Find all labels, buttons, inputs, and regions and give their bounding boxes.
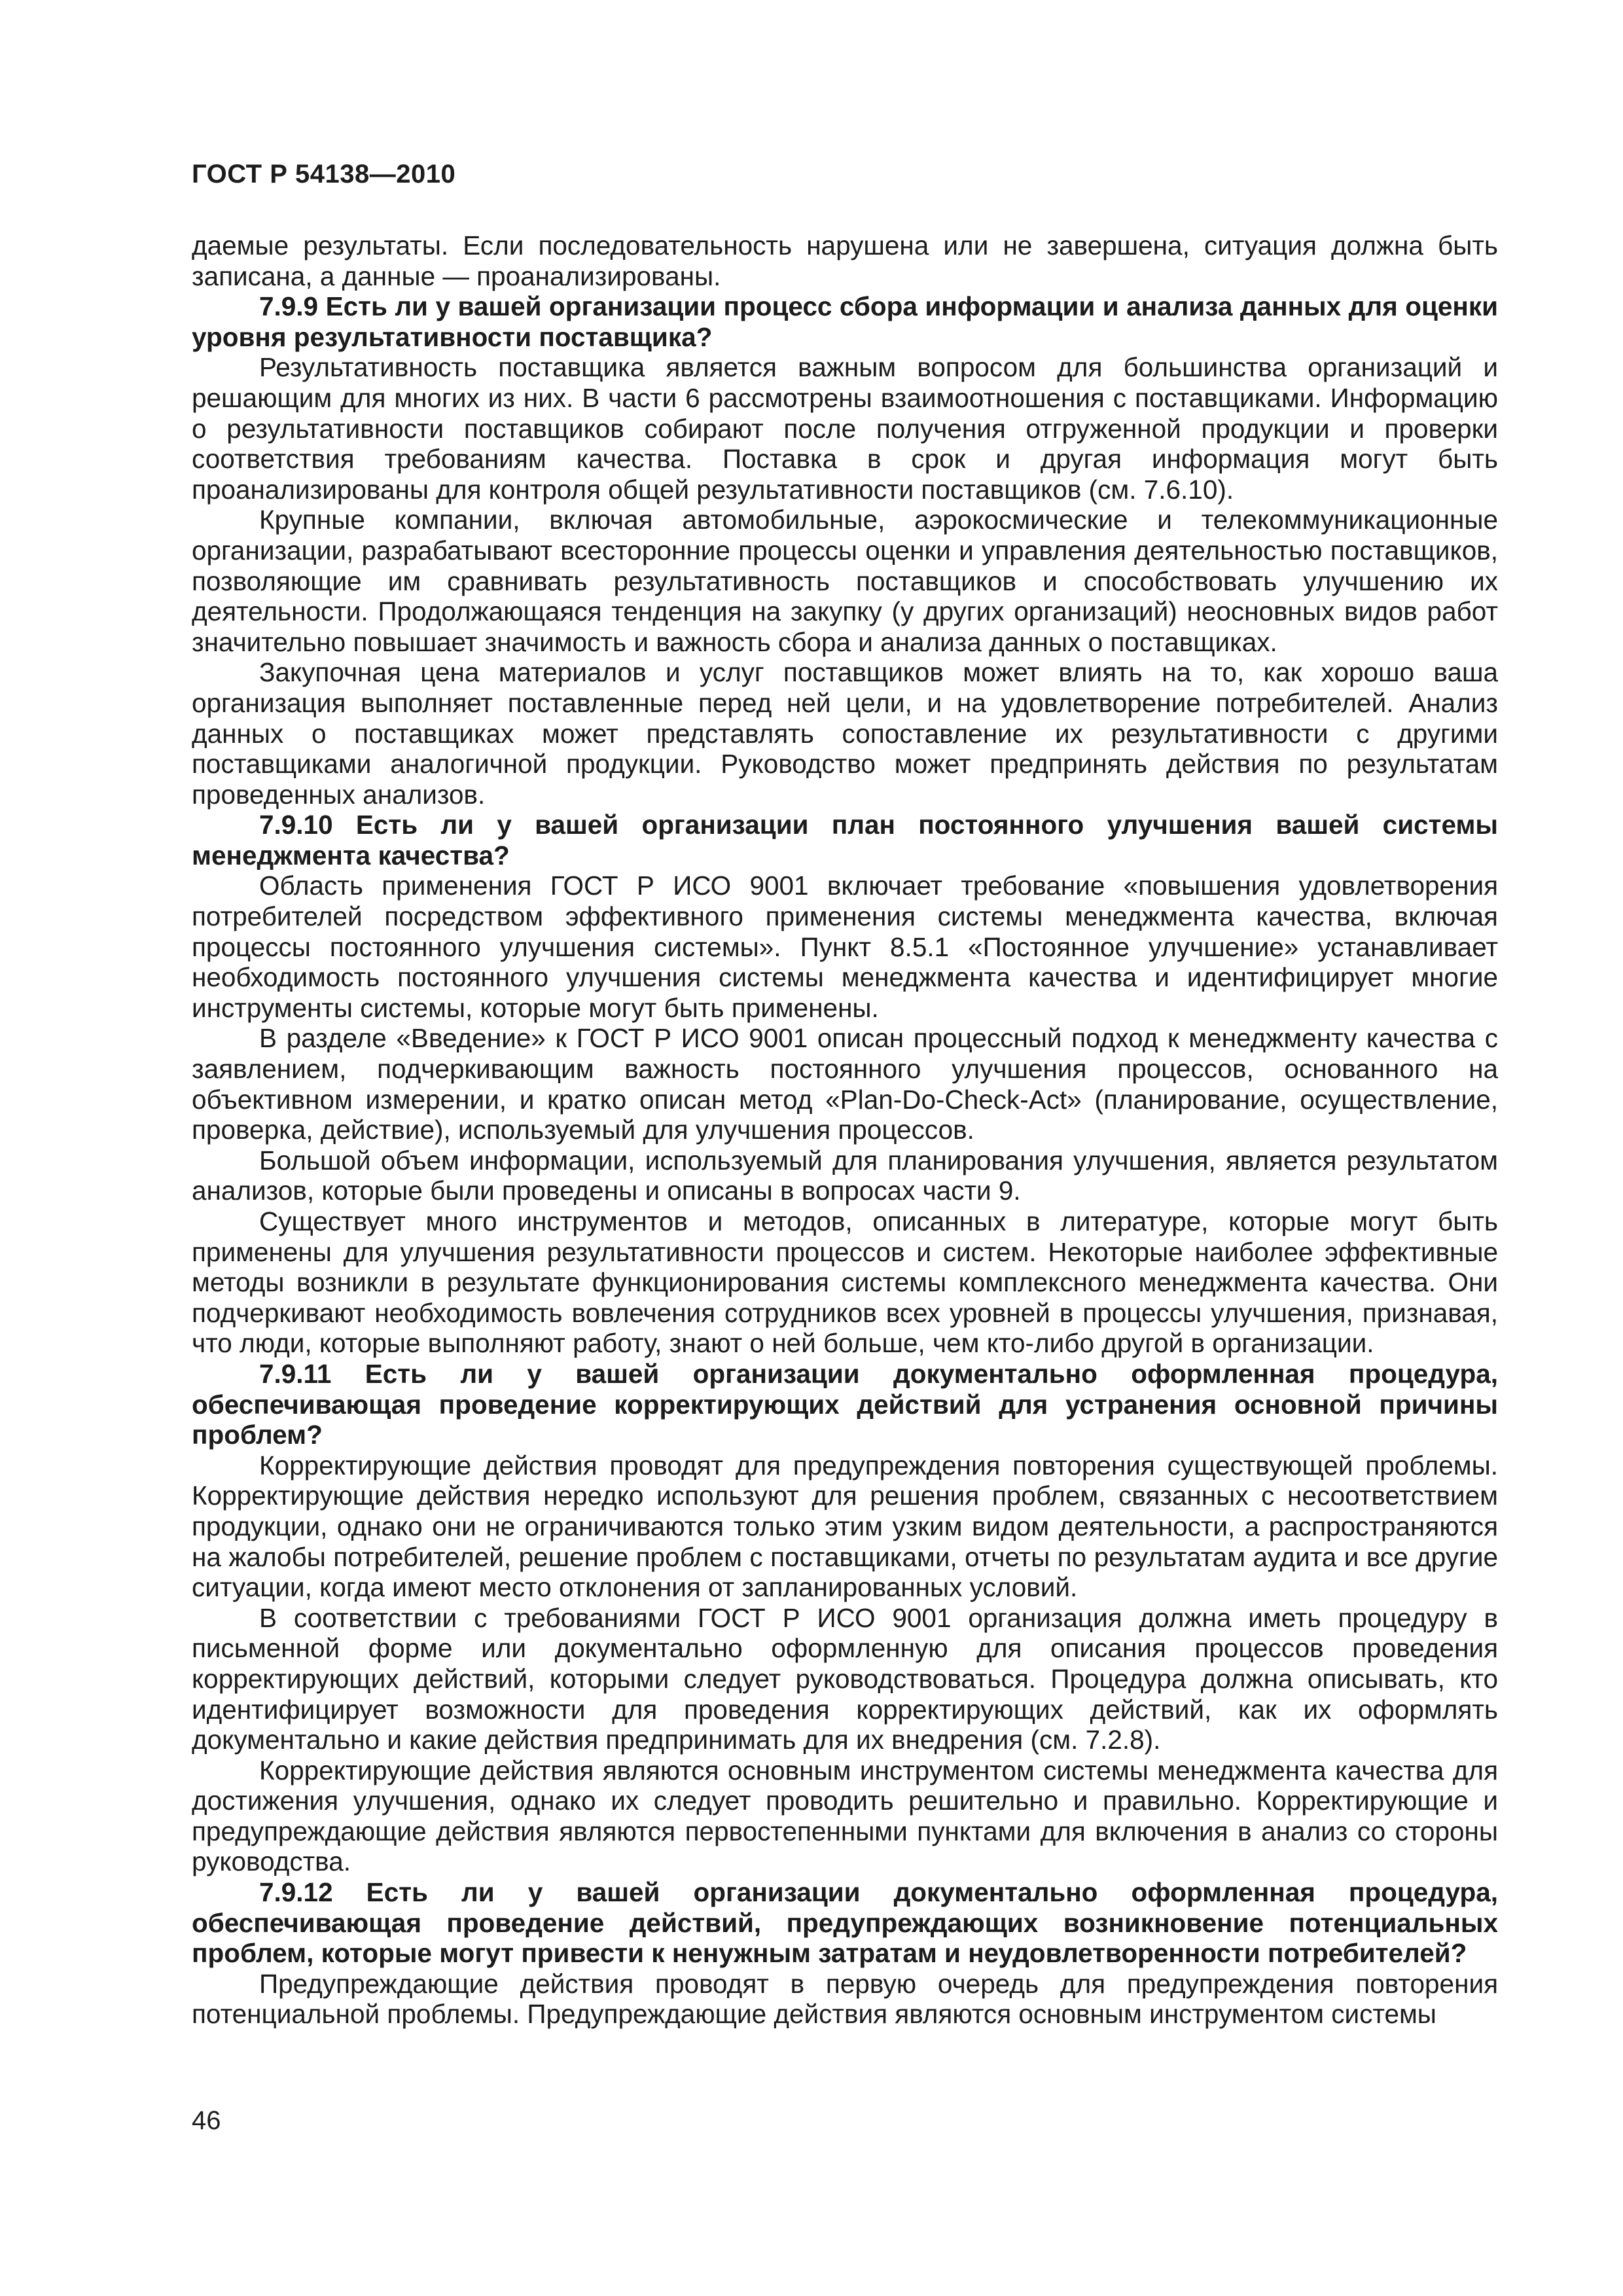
paragraph: Корректирующие действия проводят для предупреждения повторения существующей проблемы. Корректирующие действия нередко используют для решения проблем, связанных с несоответствием продукции, однако они не ограничиваются только этим узким видом деятельности, а распространяются на жалобы потребителей, решение проблем с поставщиками, отчеты по результатам аудита и все другие ситуации, когда имеют место отклонения от запланированных условий.: [192, 1450, 1498, 1603]
paragraph: Закупочная цена материалов и услуг поставщиков может влиять на то, как хорошо ваша организация выполняет поставленные перед ней цели, и на удовлетворение потребителей. Анализ данных о поставщиках может представлять сопоставление их результативности с другими поставщиками аналогичной продукции. Руководство может предпринять действия по результатам проведенных анализов.: [192, 657, 1498, 810]
document-header: ГОСТ Р 54138—2010: [192, 160, 456, 188]
paragraph: Большой объем информации, используемый для планирования улучшения, является результатом анализов, которые были проведены и описаны в вопросах части 9.: [192, 1145, 1498, 1206]
paragraph: Существует много инструментов и методов, описанных в литературе, которые могут быть применены для улучшения результативности процессов и систем. Некоторые наиболее эффективные методы возникли в результате функционирования системы комплексного менеджмента качества. Они подчеркивают необходимость вовлечения сотрудников всех уровней в процессы улучшения, признавая, что люди, которые выполняют работу, знают о ней больше, чем кто-либо другой в организации.: [192, 1206, 1498, 1359]
section-heading-7-9-10: 7.9.10 Есть ли у вашей организации план постоянного улучшения вашей системы менеджмента качества?: [192, 810, 1498, 870]
section-heading-7-9-9: 7.9.9 Есть ли у вашей организации процесс сбора информации и анализа данных для оценки уровня результативности поставщика?: [192, 291, 1498, 352]
paragraph: Корректирующие действия являются основным инструментом системы менеджмента качества для достижения улучшения, однако их следует проводить решительно и правильно. Корректирующие и предупреждающие действия являются первостепенными пунктами для включения в анализ со стороны руководства.: [192, 1755, 1498, 1877]
section-heading-7-9-11: 7.9.11 Есть ли у вашей организации документально оформленная процедура, обеспечивающая проведение корректирующих действий для устранения основной причины проблем?: [192, 1358, 1498, 1450]
paragraph: Крупные компании, включая автомобильные, аэрокосмические и телекоммуникационные организации, разрабатывают всесторонние процессы оценки и управления деятельностью поставщиков, позволяющие им сравнивать результативность поставщиков и способствовать улучшению их деятельности. Продолжающаяся тенденция на закупку (у других организаций) неосновных видов работ значительно повышает значимость и важность сбора и анализа данных о поставщиках.: [192, 505, 1498, 657]
paragraph: В соответствии с требованиями ГОСТ Р ИСО 9001 организация должна иметь процедуру в письменной форме или документально оформленную для описания процессов проведения корректирующих действий, которыми следует руководствоваться. Процедура должна описывать, кто идентифицирует возможности для проведения корректирующих действий, как их оформлять документально и какие действия предпринимать для их внедрения (см. 7.2.8).: [192, 1602, 1498, 1755]
paragraph: Предупреждающие действия проводят в первую очередь для предупреждения повторения потенциальной проблемы. Предупреждающие действия являются основным инструментом системы: [192, 1968, 1498, 2030]
document-body: [192, 230, 1498, 2030]
paragraph: Результативность поставщика является важным вопросом для большинства организаций и решающим для многих из них. В части 6 рассмотрены взаимоотношения с поставщиками. Информацию о результативности поставщиков собирают после получения отгруженной продукции и проверки соответствия требованиям качества. Поставка в срок и другая информация могут быть проанализированы для контроля общей результативности поставщиков (см. 7.6.10).: [192, 352, 1498, 505]
page-number: 46: [192, 2106, 221, 2135]
paragraph: В разделе «Введение» к ГОСТ Р ИСО 9001 описан процессный подход к менеджменту качества с заявлением, подчеркивающим важность постоянного улучшения процессов, основанного на объективном измерении, и кратко описан метод «Plan-Do-Check-Act» (планирование, осуществление, проверка, действие), используемый для улучшения процессов.: [192, 1023, 1498, 1145]
paragraph: даемые результаты. Если последовательность нарушена или не завершена, ситуация должна быть записана, а данные — проанализированы.: [192, 230, 1498, 291]
paragraph: Область применения ГОСТ Р ИСО 9001 включает требование «повышения удовлетворения потребителей посредством эффективного применения системы менеджмента качества, включая процессы постоянного улучшения системы». Пункт 8.5.1 «Постоянное улучшение» устанавливает необходимость постоянного улучшения системы менеджмента качества и идентифицирует многие инструменты системы, которые могут быть применены.: [192, 870, 1498, 1023]
section-heading-7-9-12: 7.9.12 Есть ли у вашей организации документально оформленная процедура, обеспечивающая проведение действий, предупреждающих возникновение потенциальных проблем, которые могут привести к ненужным затратам и неудовлетворенности потребителей?: [192, 1877, 1498, 1969]
